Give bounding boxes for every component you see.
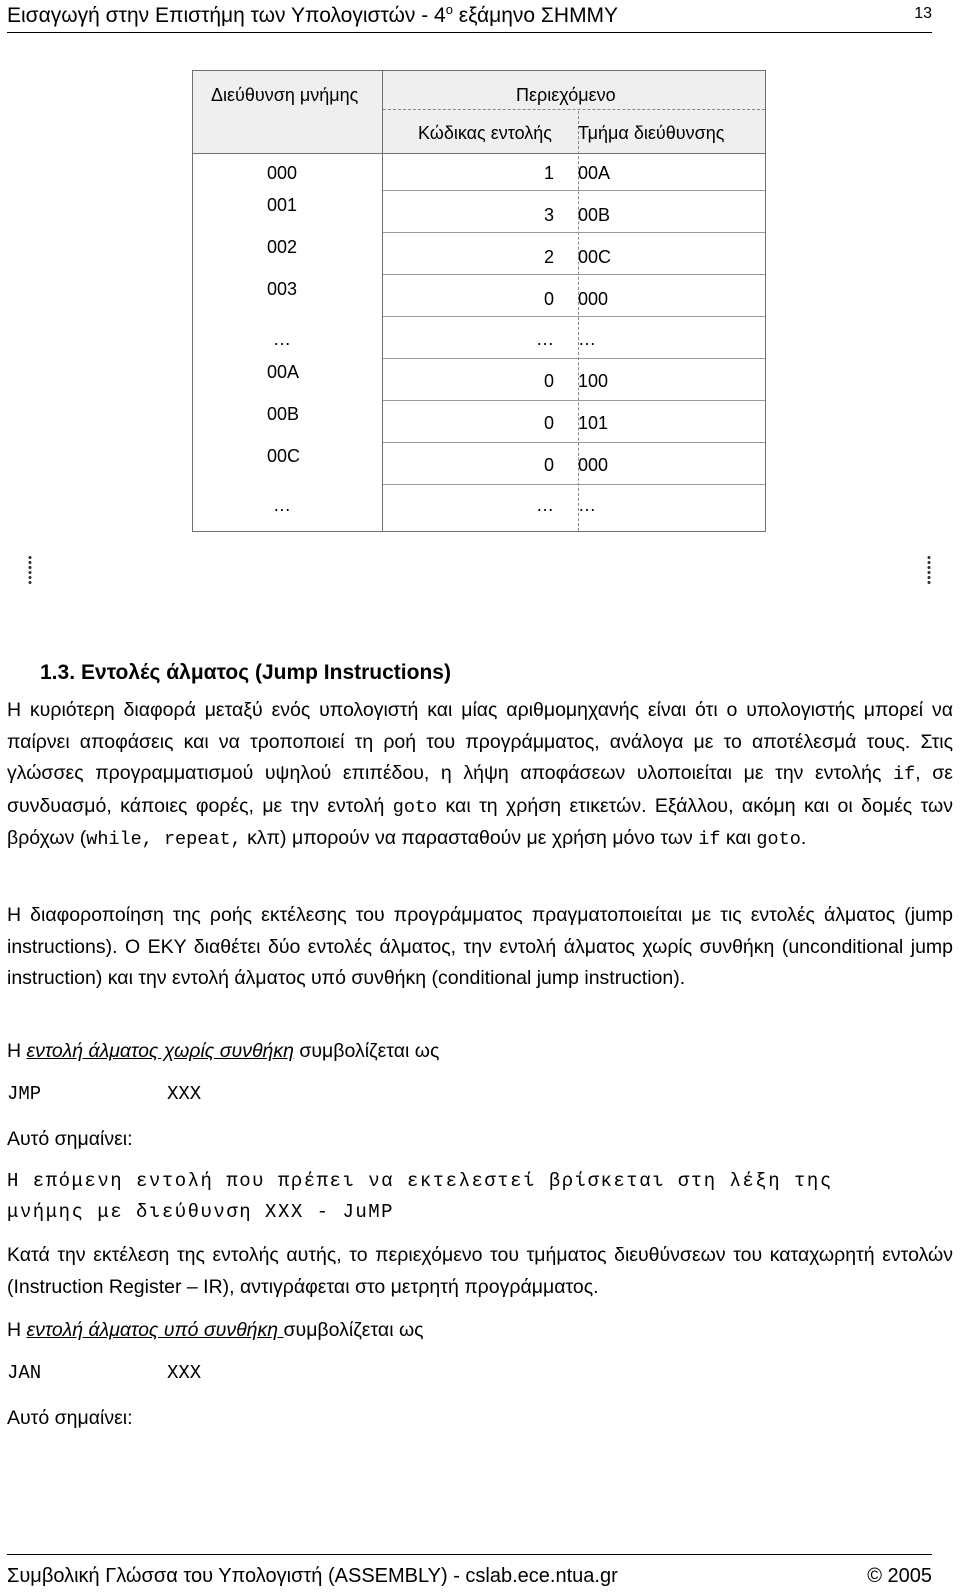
row-address: 003 [267,279,298,299]
term-conditional-jump: εντολή άλματος υπό συνθήκη [26,1319,284,1341]
header-address: Διεύθυνση μνήμης [211,85,359,105]
row-address-part: … [578,495,596,515]
row-opcode: … [536,495,554,515]
means-label: Αυτό σημαίνει: [7,1407,133,1429]
jan-instruction [7,1362,202,1384]
row-divider [383,442,765,443]
footer-title: Συμβολική Γλώσσα του Υπολογιστή (ASSEMBLY) - cslab.ece.ntua.gr [7,1565,618,1587]
row-address: 00B [267,404,300,424]
content-subheader-divider [383,109,765,110]
row-divider [383,190,765,191]
term-unconditional-jump: εντολή άλματος χωρίς συνθήκη [26,1040,294,1062]
row-address: 001 [267,195,298,215]
continuation-dots-left [28,555,32,585]
inline-code: if [698,829,721,850]
row-divider [383,274,765,275]
page-header [7,2,932,33]
row-divider [383,316,765,317]
row-address-part: 000 [578,289,609,309]
footer-copyright: © 2005 [867,1565,932,1587]
row-address: 002 [267,237,298,257]
means-label: Αυτό σημαίνει: [7,1128,133,1150]
inline-code: while, repeat, [86,829,242,850]
row-opcode: 0 [544,371,555,391]
row-address: … [273,495,291,515]
row-opcode: 1 [544,163,555,183]
section-number: 1.3. [40,661,76,684]
row-divider [383,400,765,401]
row-divider [383,484,765,485]
row-address: 00A [267,362,300,382]
row-address: 000 [267,163,298,183]
jmp-mnemonic: JMP [7,1083,42,1105]
paragraph-conditional: Η εντολή άλματος υπό συνθήκη συμβολίζεται ως [7,1319,424,1341]
header-opcode: Κώδικας εντολής [418,123,552,143]
row-divider [383,358,765,359]
row-opcode: 0 [544,289,555,309]
header-title: Εισαγωγή στην Επιστήμη των Υπολογιστών - $4^o$ εξάμηνο ΣΗΜΜΥ [7,2,619,27]
inline-code: if [893,764,916,785]
row-opcode: 0 [544,455,555,475]
paragraph-jump-types: Η διαφοροποίηση της ροής εκτέλεσης του προγράμματος πραγματοποιείται με τις εντολές άλματος (jump instructions). Ο ΕΚΥ διαθέτει δύο εντολές άλματος, την εντολή άλματος χωρίς συνθήκη (unconditional jump instruction) και την εντολή άλματος υπό συνθήκη (conditional jump instruction). [7,904,953,989]
paragraph-jmp-execution: Κατά την εκτέλεση της εντολής αυτής, το περιεχόμενο του τμήματος διευθύνσεων του καταχωρητή εντολών (Instruction Register – IR), αντιγράφεται στο μετρητή προγράμματος. [7,1244,953,1298]
jan-operand: XXX [167,1362,202,1384]
row-address-part: 000 [578,455,609,475]
row-address-part: 00B [578,205,611,225]
superscript: ο [445,2,453,17]
section-title [40,661,451,685]
row-divider [383,232,765,233]
header-content: Περιεχόμενο [516,85,616,105]
jmp-meaning: Η επόμενη εντολή που πρέπει να εκτελεστεί βρίσκεται στη λέξη της μνήμης με διεύθυνση XXX - JuMP [7,1170,833,1223]
row-address-part: 00A [578,163,611,183]
row-address-part: 100 [578,371,609,391]
header-address-part: Τμήμα διεύθυνσης [578,123,725,143]
row-opcode: 0 [544,413,555,433]
jmp-operand: XXX [167,1083,202,1105]
row-opcode: 2 [544,247,555,267]
page-footer [7,1554,932,1591]
row-address-part: 00C [578,247,612,267]
continuation-dots-right [927,555,931,585]
section-heading: Εντολές άλματος (Jump Instructions) [81,661,451,684]
inline-code: goto [392,796,438,818]
page-number: 13 [914,5,932,22]
paragraph-unconditional: Η εντολή άλματος χωρίς συνθήκη συμβολίζεται ως [7,1040,440,1062]
row-address-part: 101 [578,413,609,433]
row-address-part: … [578,329,596,349]
row-address: 00C [267,446,301,466]
row-opcode: … [536,329,554,349]
paragraph-intro: Η κυριότερη διαφορά μεταξύ ενός υπολογιστή και μίας αριθμομηχανής είναι ότι ο υπολογιστής μπορεί να παίρνει αποφάσεις και να τροποποιεί τη ροή του προγράμματος, ανάλογα με το αποτέλεσμά τους. Στις γλώσσες προγραμματισμού υψηλού επιπέδου, η λήψη αποφάσεων υλοποιείται με την εντολής if, σε συνδυασμό, κάποιες φορές, με την εντολή goto και τη χρήση ετικετών. Εξάλλου, ακόμη και οι δομές των βρόχων (while, repeat, κλπ) μπορούν να παρασταθούν με χρήση μόνο των if και goto. [7,699,953,850]
row-address: … [273,329,291,349]
inline-code: goto [756,829,801,850]
row-opcode: 3 [544,205,555,225]
jmp-instruction [7,1083,202,1105]
column-divider [382,71,383,531]
memory-table [192,70,766,532]
jan-mnemonic: JAN [7,1362,42,1384]
